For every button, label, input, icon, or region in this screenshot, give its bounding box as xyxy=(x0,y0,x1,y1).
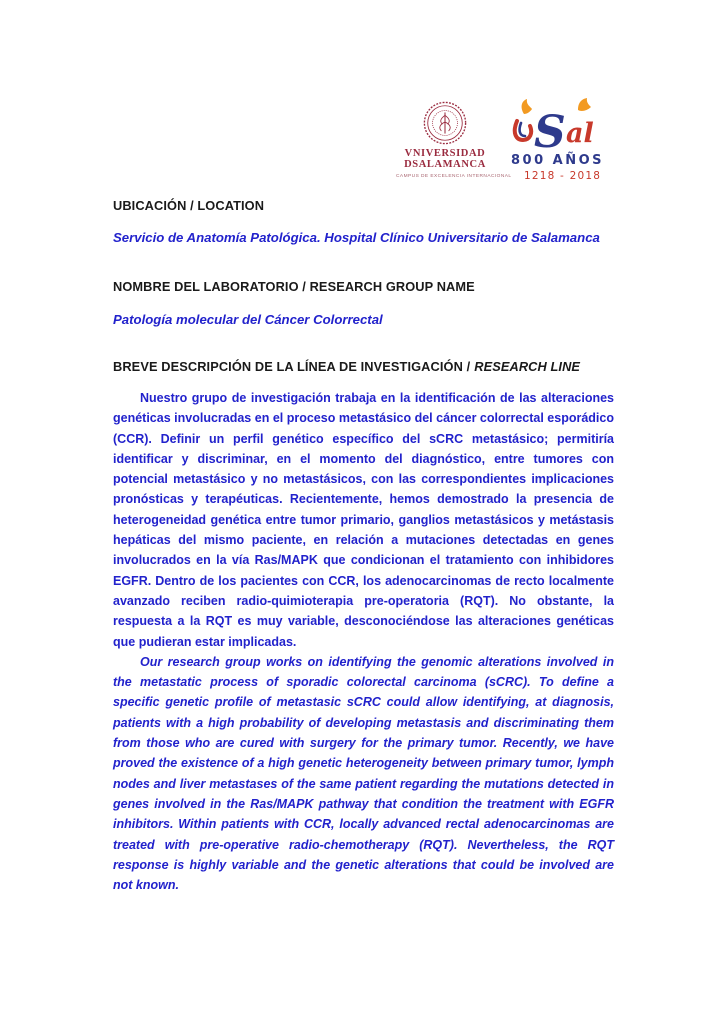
seal-text-line2: DSALAMANCA xyxy=(404,159,486,170)
header-logos xyxy=(396,97,604,183)
university-seal-icon xyxy=(422,100,468,146)
usal-logo-glyph-s: S xyxy=(534,107,566,158)
usal-800-logo-icon xyxy=(508,97,604,183)
research-paragraph-spanish: Nuestro grupo de investigación trabaja en la identificación de las alteraciones genéticas involucradas en el proceso metastásico del cáncer colorrectal esporádico (CCR). Definir un perfil genético específico del sCRC metastásico; permitiría identificar y discriminar, en el momento del diagnóstico, entre tumores con potencial metastásico y no metastásicos, con las correspondientes implicaciones pronósticas y terapéuticas. Recientemente, hemos demostrado la presencia de heterogeneidad genética entre tumor primario, ganglios metastásicos y metástasis hepáticas del mismo paciente, en relación a mutaciones detectadas en genes involucrados en la vía Ras/MAPK que condicionan el tratamiento con inhibidores EGFR. Dentro de los pacientes con CCR, los adenocarcinomas de recto localmente avanzado reciben radio-quimioterapia pre-operatoria (RQT). No obstante, la respuesta a la RQT es muy variable, desconociéndose las alteraciones genéticas que pudieran estar implicadas. xyxy=(113,391,614,649)
usal-logo-glyph-al: al xyxy=(566,118,594,149)
research-paragraph-english: Our research group works on identifying the genomic alterations involved in the metastatic process of sporadic colorectal carcinoma (sCRC). To define a specific genetic profile of metastasic sCRC could allow identifying, at diagnosis, patients with a high probability of developing metastasis and discriminating them from those who are cured with surgery for the primary tumor. Recently, we have proved the existence of a high genetic heterogeneity between primary tumor, lymph nodes and liver metastases of the same patient regarding the mutations detected in genes involved in the Ras/MAPK pathway that condition the treatment with EGFR inhibitors. Within patients with CCR, locally advanced rectal adenocarcinomas are treated with pre-operative radio-chemotherapy (RQT). Nevertheless, the RQT response is highly variable and the genetic alterations that could be involved are not known. xyxy=(113,654,614,893)
usal-logo-anniversary-text: 800 AÑOS xyxy=(511,153,604,168)
usal-800-anniversary-logo xyxy=(508,97,604,183)
universidad-salamanca-logo xyxy=(396,97,512,179)
location-value: Servicio de Anatomía Patológica. Hospital Clínico Universitario de Salamanca xyxy=(113,230,600,245)
seal-tagline: CAMPUS DE EXCELENCIA INTERNACIONAL xyxy=(396,174,512,179)
lab-name-heading: NOMBRE DEL LABORATORIO / RESEARCH GROUP NAME xyxy=(113,279,475,294)
lab-name-value: Patología molecular del Cáncer Colorrectal xyxy=(113,312,383,327)
usal-logo-years-text: 1218 - 2018 xyxy=(524,170,602,182)
research-description xyxy=(113,388,614,895)
research-line-heading-spanish: BREVE DESCRIPCIÓN DE LA LÍNEA DE INVESTIGACIÓN / xyxy=(113,359,471,374)
research-line-heading-english: RESEARCH LINE xyxy=(474,359,581,374)
location-heading: UBICACIÓN / LOCATION xyxy=(113,198,265,213)
seal-text-line1: VNIVERSIDAD xyxy=(404,148,486,159)
research-line-heading xyxy=(113,357,614,376)
